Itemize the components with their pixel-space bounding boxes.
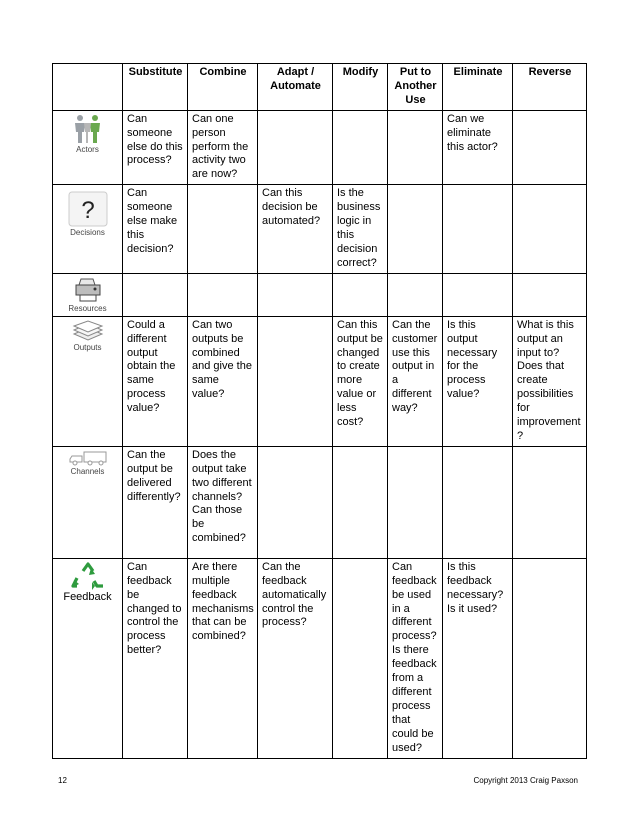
decisions-icon [68, 191, 108, 227]
scamper-table [52, 63, 587, 759]
cell: Is this output necessary for the process value? [443, 316, 513, 446]
row-label-decisions: Decisions [70, 228, 105, 238]
cell [388, 110, 443, 185]
header-reverse: Reverse [513, 64, 587, 111]
row-label-channels: Channels [70, 466, 105, 476]
channels-icon [68, 450, 108, 466]
cell [258, 110, 333, 185]
header-put-to-another-use: Put to Another Use [388, 64, 443, 111]
table-row-channels [53, 446, 587, 558]
cell [333, 273, 388, 316]
cell: Can feedback be changed to control the process better? [123, 558, 188, 758]
cell [513, 446, 587, 558]
cell: Can someone else do this process? [123, 110, 188, 185]
cell [333, 558, 388, 758]
table-row-decisions [53, 185, 587, 273]
header-corner [53, 64, 123, 111]
cell: Can this output be changed to create more value or less cost? [333, 316, 388, 446]
header-adapt: Adapt / Automate [258, 64, 333, 111]
cell: Can the output be delivered differently? [123, 446, 188, 558]
page-number: 12 [58, 776, 67, 785]
row-header-channels [53, 446, 123, 558]
cell: Could a different output obtain the same process value? [123, 316, 188, 446]
cell [388, 273, 443, 316]
row-header-actors [53, 110, 123, 185]
cell [188, 273, 258, 316]
row-label-resources: Resources [68, 303, 107, 313]
resources-icon [73, 277, 103, 303]
row-label-actors: Actors [76, 144, 99, 154]
table-row-resources [53, 273, 587, 316]
cell [513, 558, 587, 758]
row-header-decisions [53, 185, 123, 273]
cell: Can the customer use this output in a different way? [388, 316, 443, 446]
cell [333, 110, 388, 185]
cell [258, 316, 333, 446]
cell: Can we eliminate this actor? [443, 110, 513, 185]
recycle-icon [71, 562, 105, 592]
cell [513, 110, 587, 185]
row-header-feedback [53, 558, 123, 758]
cell [388, 185, 443, 273]
cell: What is this output an input to? Does that create possibilities for improvement? [513, 316, 587, 446]
table-row-actors [53, 110, 587, 185]
cell: Can the feedback automatically control the process? [258, 558, 333, 758]
cell [513, 273, 587, 316]
cell [513, 185, 587, 273]
cell: Is the business logic in this decision correct? [333, 185, 388, 273]
cell: Can one person perform the activity two are now? [188, 110, 258, 185]
row-label-outputs: Outputs [73, 342, 102, 352]
cell [333, 446, 388, 558]
cell [123, 273, 188, 316]
cell: Does the output take two different channels? Can those be combined? [188, 446, 258, 558]
cell [443, 273, 513, 316]
cell: Are there multiple feedback mechanisms that can be combined? [188, 558, 258, 758]
cell [443, 446, 513, 558]
outputs-icon [71, 320, 105, 342]
actors-icon [71, 114, 105, 144]
svg-text:?: ? [80, 197, 95, 225]
header-modify: Modify [333, 64, 388, 111]
cell [258, 446, 333, 558]
cell: Can feedback be used in a different process? Is there feedback from a different process that could be used? [388, 558, 443, 758]
cell [258, 273, 333, 316]
table-row-outputs [53, 316, 587, 446]
table-row-feedback [53, 558, 587, 758]
cell [388, 446, 443, 558]
cell: Can this decision be automated? [258, 185, 333, 273]
cell: Can two outputs be combined and give the same value? [188, 316, 258, 446]
row-header-outputs [53, 316, 123, 446]
cell [188, 185, 258, 273]
header-substitute: Substitute [123, 64, 188, 111]
cell: Can someone else make this decision? [123, 185, 188, 273]
header-eliminate: Eliminate [443, 64, 513, 111]
copyright-text: Copyright 2013 Craig Paxson [473, 776, 578, 785]
header-combine: Combine [188, 64, 258, 111]
cell: Is this feedback necessary? Is it used? [443, 558, 513, 758]
header-row [53, 64, 587, 111]
row-label-feedback: Feedback [63, 590, 112, 603]
cell [443, 185, 513, 273]
row-header-resources [53, 273, 123, 316]
